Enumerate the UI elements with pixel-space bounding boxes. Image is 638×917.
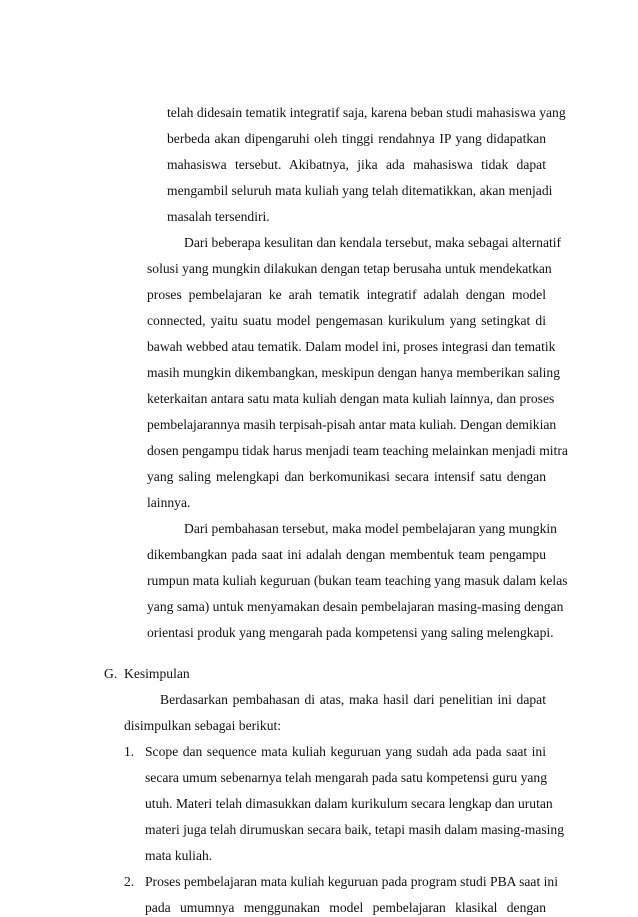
- text-line: mahasiswa tersebut. Akibatnya, jika ada mahasiswa tidak dapat: [167, 157, 546, 172]
- list-number: 1.: [124, 744, 135, 759]
- text-line: masalah tersendiri.: [167, 209, 270, 224]
- text-line: solusi yang mungkin dilakukan dengan tetap berusaha untuk mendekatkan: [147, 261, 552, 276]
- text-line: dikembangkan pada saat ini adalah dengan membentuk team pengampu: [147, 547, 546, 562]
- text-line: yang sama) untuk menyamakan desain pembelajaran masing-masing dengan: [147, 599, 564, 614]
- text-line: Dari pembahasan tersebut, maka model pembelajaran yang mungkin: [184, 521, 557, 536]
- text-line: telah didesain tematik integratif saja, karena beban studi mahasiswa yang: [167, 105, 566, 120]
- text-line: Scope dan sequence mata kuliah keguruan yang sudah ada pada saat ini: [145, 744, 546, 759]
- section-heading: G. Kesimpulan: [104, 666, 190, 681]
- text-line: disimpulkan sebagai berikut:: [124, 718, 282, 733]
- text-line: materi juga telah dirumuskan secara baik, tetapi masih dalam masing-masing: [145, 822, 565, 837]
- text-line: Berdasarkan pembahasan di atas, maka hasil dari penelitian ini dapat: [160, 692, 546, 707]
- list-number: 2.: [124, 874, 135, 889]
- text-line: connected, yaitu suatu model pengemasan kurikulum yang setingkat di: [147, 313, 546, 328]
- text-line: mata kuliah.: [145, 848, 213, 863]
- text-line: lainnya.: [147, 495, 191, 510]
- text-line: Dari beberapa kesulitan dan kendala tersebut, maka sebagai alternatif: [184, 235, 562, 250]
- text-line: berbeda akan dipengaruhi oleh tinggi rendahnya IP yang didapatkan: [167, 131, 546, 146]
- text-line: orientasi produk yang mengarah pada kompetensi yang saling melengkapi.: [147, 625, 554, 640]
- text-line: Proses pembelajaran mata kuliah keguruan pada program studi PBA saat ini: [145, 874, 558, 889]
- text-line: utuh. Materi telah dimasukkan dalam kurikulum secara lengkap dan urutan: [145, 796, 553, 811]
- text-line: proses pembelajaran ke arah tematik integratif adalah dengan model: [147, 287, 546, 302]
- text-line: keterkaitan antara satu mata kuliah dengan mata kuliah lainnya, dan proses: [147, 391, 555, 406]
- text-line: masih mungkin dikembangkan, meskipun dengan hanya memberikan saling: [147, 365, 561, 380]
- text-line: secara umum sebenarnya telah mengarah pada satu kompetensi guru yang: [145, 770, 547, 785]
- text-line: dosen pengampu tidak harus menjadi team teaching melainkan menjadi mitra: [147, 443, 568, 458]
- text-line: yang saling melengkapi dan berkomunikasi secara intensif satu dengan: [147, 469, 546, 484]
- text-line: pada umumnya menggunakan model pembelajaran klasikal dengan: [145, 900, 546, 915]
- text-line: bawah webbed atau tematik. Dalam model ini, proses integrasi dan tematik: [147, 339, 556, 354]
- text-line: mengambil seluruh mata kuliah yang telah ditematikkan, akan menjadi: [167, 183, 553, 198]
- text-line: pembelajarannya masih terpisah-pisah antar mata kuliah. Dengan demikian: [147, 417, 557, 432]
- text-line: rumpun mata kuliah keguruan (bukan team teaching yang masuk dalam kelas: [147, 573, 568, 588]
